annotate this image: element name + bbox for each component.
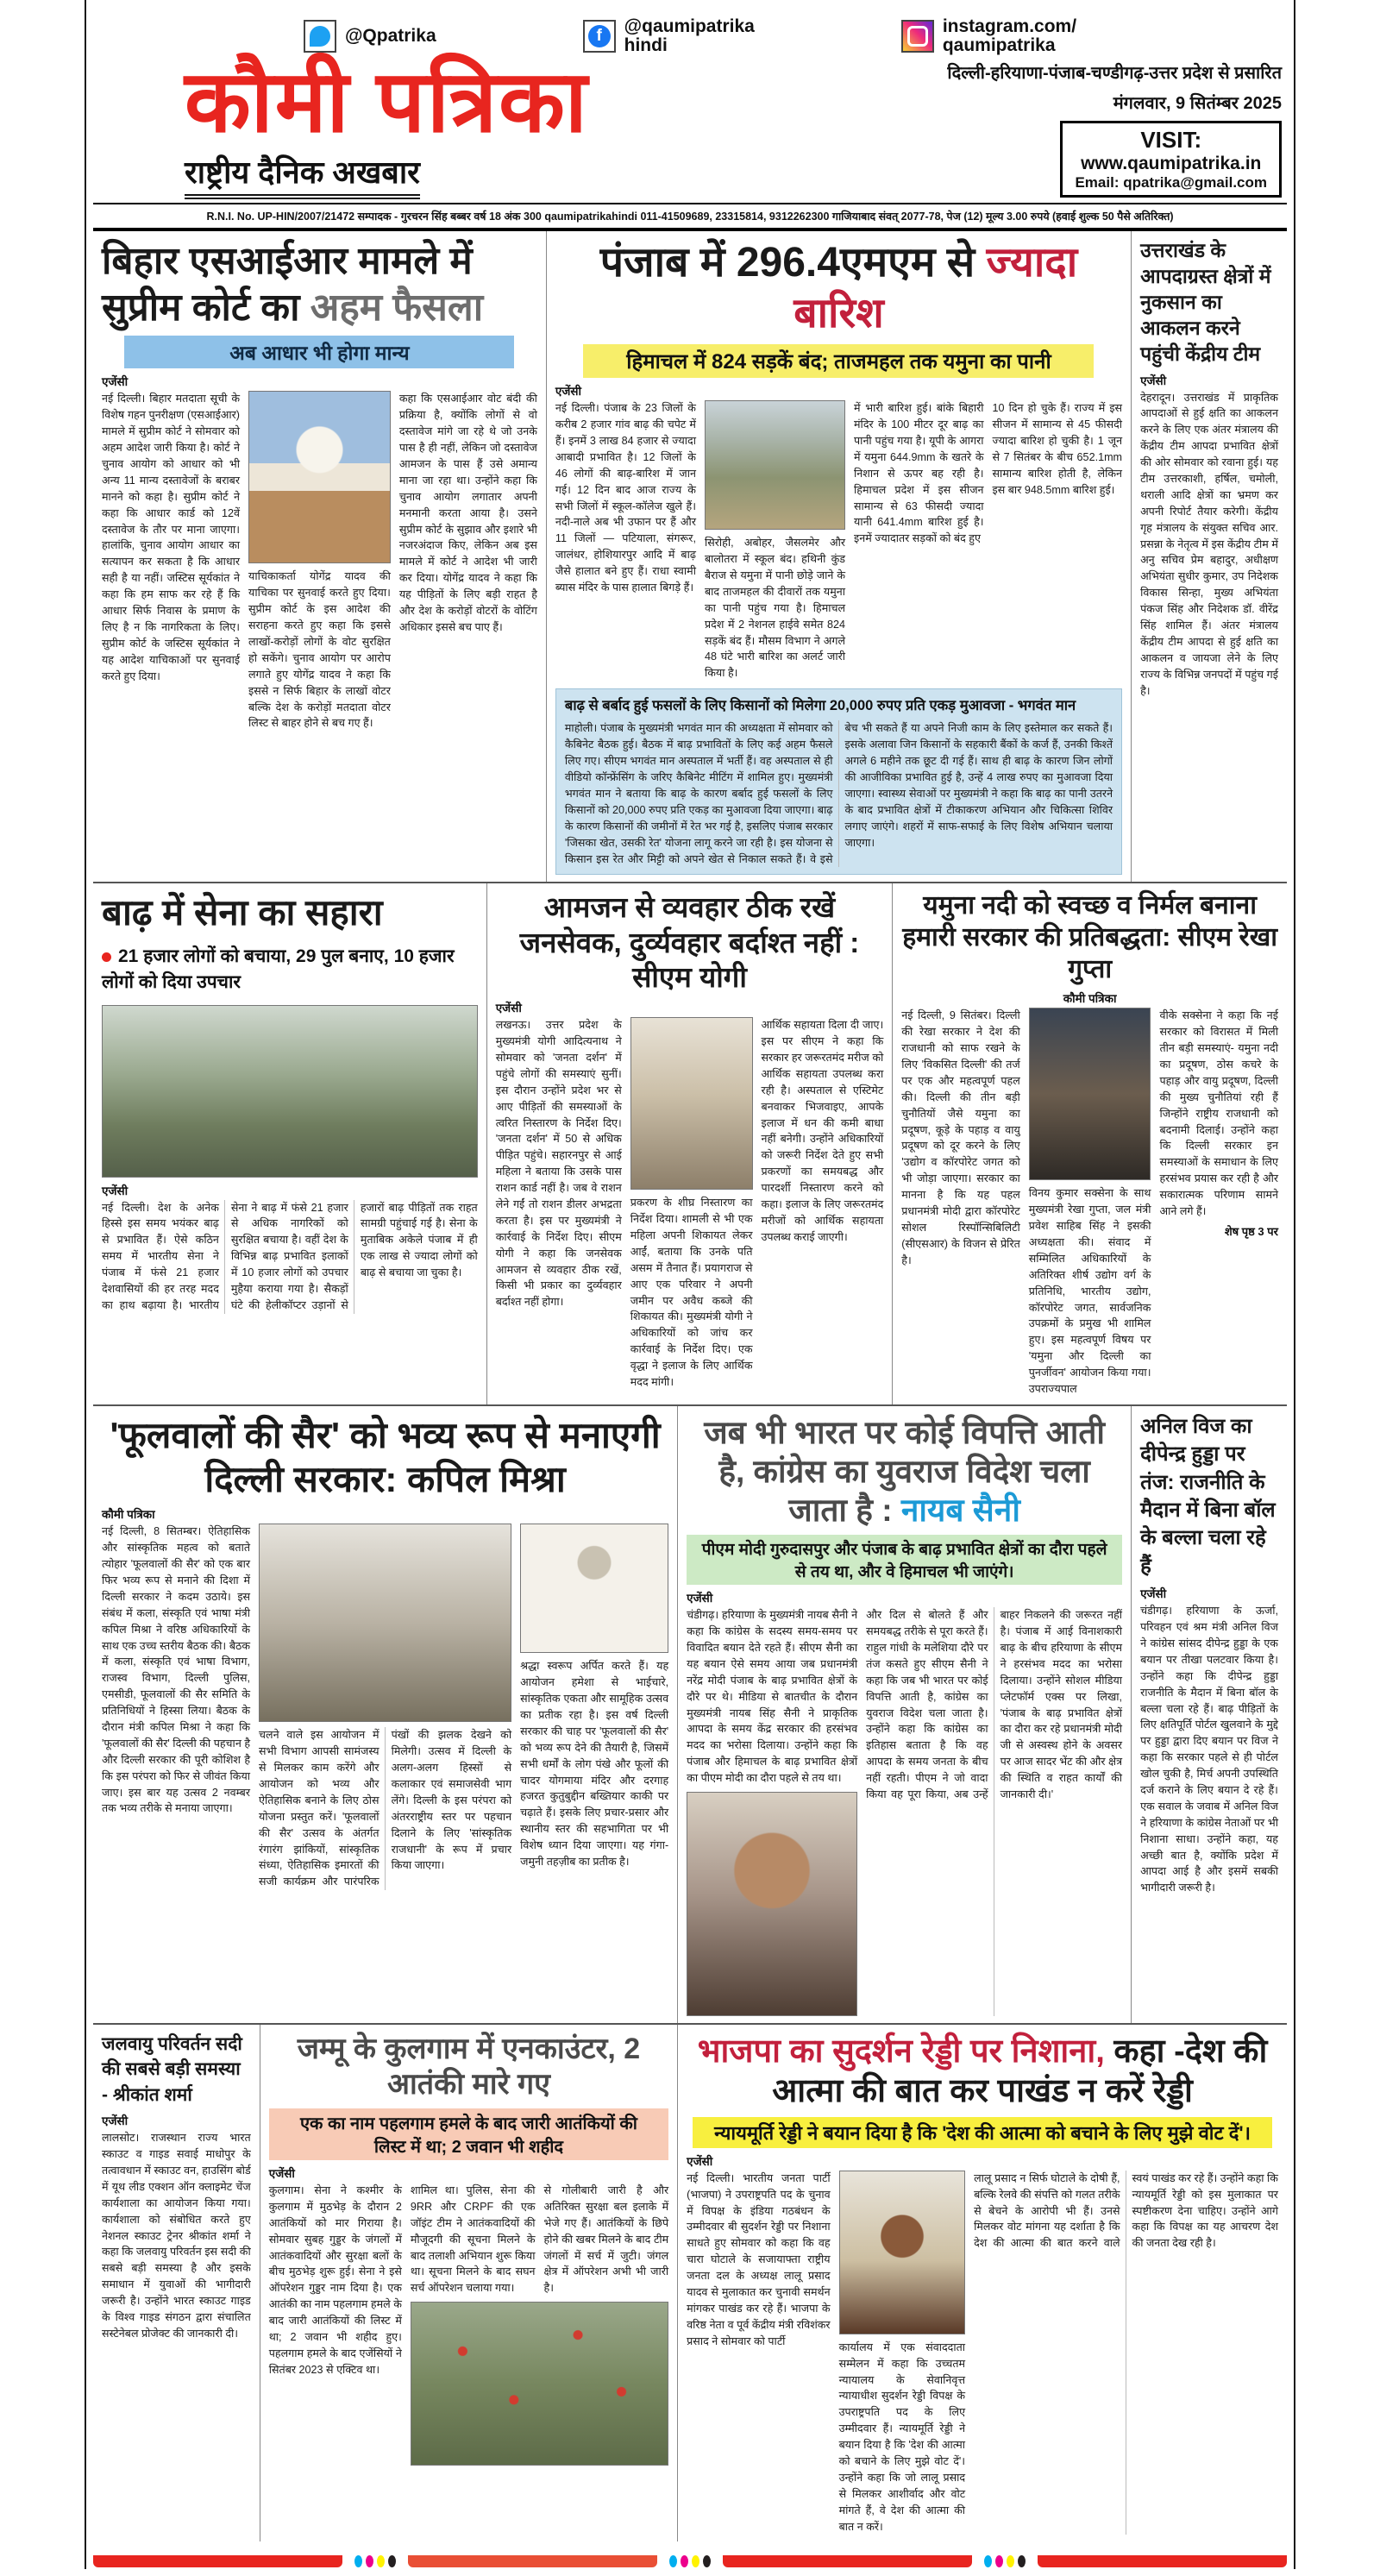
newspaper-subtitle: राष्ट्रीय दैनिक अखबार xyxy=(185,150,420,199)
story-army-flood-relief xyxy=(93,883,487,1404)
band-lower-stories xyxy=(93,1406,1287,2025)
mann-box-headline: बाढ़ से बर्बाद हुई फसलों के लिए किसानों को मिलेगा 20,000 रुपए प्रति एकड़ मुआवजा - भगवंत मान xyxy=(564,698,1076,714)
page-frame xyxy=(85,0,1295,2569)
vij-body: चंडीगढ़। हरियाणा के ऊर्जा, परिवहन एवं श्रम मंत्री अनिल विज ने कांग्रेस सांसद दीपेन्द्र हुड्डा के एक बयान पर तीखा पलटवार किया है। उन्होंने कहा कि दीपेन्द्र हुड्डा राजनीति के मैदान में बिना बॉल के बल्ला चला रहे हैं। बाढ़ पीड़ितों के लिए क्षतिपूर्ति पोर्टल खुलवाने के मुद्दे पर हुड्डा द्वारा दिए बयान पर विज ने कहा कि सरकार पहले से ही पोर्टल खोल चुकी है, मिर्च अपनी उपस्थिति दर्ज कराने के लिए बयान दे रहे हैं। एक सवाल के जवाब में अनिल विज ने हरियाणा के कांग्रेस नेताओं पर भी निशाना साधा। उन्होंने कहा, यह अच्छी बात है, क्योंकि प्रदेश में आपदा आई है और इसमें सबकी भागीदारी जरूरी है। xyxy=(1140,1605,1278,1894)
twitter-handle-text: @Qpatrika xyxy=(344,26,436,47)
masthead-right xyxy=(919,59,1282,198)
punjab-headline: पंजाब में 296.4एमएम से ज्यादा बारिश xyxy=(599,240,1078,336)
story-naib-saini xyxy=(678,1406,1132,2023)
bhagwant-mann-compensation-box xyxy=(555,688,1122,875)
photo-army-rescue-boat xyxy=(102,1005,478,1178)
saini-subhead: पीएम मोदी गुरुदासपुर और पंजाब के बाढ़ प्रभावित क्षेत्रों का दौरा पहले से तय था, और वे हिमाचल भी जाएंगे। xyxy=(687,1535,1122,1585)
instagram-icon xyxy=(901,20,934,53)
kulgam-byline: एजेंसी xyxy=(268,2166,295,2180)
twitter-handle[interactable] xyxy=(304,17,436,55)
band-bottom-stories xyxy=(93,2025,1287,2541)
photo-flood-scene xyxy=(705,400,845,530)
phoolwalon-right-col xyxy=(520,1524,668,1890)
contact-email[interactable]: Email: qpatrika@gmail.com xyxy=(1075,174,1267,192)
story-bjp-sudarshan-reddy xyxy=(678,2025,1287,2541)
story-yamuna-rekha-gupta xyxy=(893,883,1287,1404)
reddy-body-col2: कार्यालय में एक संवाददाता सम्मेलन में कहा कि उच्चतम न्यायालय के सेवानिवृत्त न्यायाधीश सुदर्शन रेड्डी विपक्ष के उपराष्ट्रपति पद के लिए उम्मीदवार हैं। न्यायमूर्ति रेड्डी ने बयान दिया है कि 'देश की आत्मा को बचाने के लिए मुझे वोट दें'। उन्होंने कहा कि जो लालू प्रसाद से मिलकर आशीर्वाद और वोट मांगते हैं, वे देश की आत्मा की बात न करें। xyxy=(838,2340,966,2533)
sir-middle-col xyxy=(248,391,391,732)
saini-byline: एजेंसी xyxy=(687,1592,713,1605)
photo-supreme-court xyxy=(248,391,391,563)
sir-byline: एजेंसी xyxy=(102,375,129,389)
sir-headline: बिहार एसआईआर मामले में सुप्रीम कोर्ट का अहम फैसला xyxy=(102,240,484,329)
reddy-middle-col xyxy=(839,2171,965,2535)
reddy-body-col1: नई दिल्ली। भारतीय जनता पार्टी (भाजपा) ने उपराष्ट्रपति पद के चुनाव में विपक्ष के इंडिया गठबंधन के उम्मीदवार बी सुदर्शन रेड्डी पर निशाना साधते हुए सोमवार को कहा कि वह चारा घोटाले के सजायाफ्ता राष्ट्रीय जनता दल के अध्यक्ष लालू प्रसाद यादव से मुलाकात कर चुनावी समर्थन मांगकर पाखंड कर रहे हैं। भाजपा के वरिष्ठ नेता व पूर्व केंद्रीय मंत्री रविशंकर प्रसाद ने सोमवार को पार्टी xyxy=(687,2171,831,2347)
phoolwalon-middle-col xyxy=(259,1524,511,1890)
uttarakhand-headline: उत्तराखंड के आपदाग्रस्त क्षेत्रों में नुकसान का आकलन करने पहुंची केंद्रीय टीम xyxy=(1140,239,1271,365)
reddy-headline: भाजपा का सुदर्शन रेड्डी पर निशाना, कहा -देश की आत्मा की बात कर पाखंड न करें रेड्डी xyxy=(697,2033,1268,2110)
red-bar xyxy=(408,2555,657,2567)
story-climate-workshop xyxy=(93,2025,260,2541)
punjab-subhead: हिमाचल में 824 सड़कें बंद; ताजमहल तक यमुना का पानी xyxy=(583,344,1094,378)
phoolwalon-body-col2: चलने वाले इस आयोजन में सभी विभाग आपसी सामंजस्य से मिलकर काम करेंगे और आयोजन को भव्य और ऐतिहासिक बनाने के लिए ठोस योजना प्रस्तुत करें। 'फूलवालों की सैर' उत्सव के अंतर्गत रंगारंग झांकियों, सांस्कृतिक संध्या, ऐतिहासिक इमारतों की सजी कार्यक्रम और पारंपरिक पंखों की झलक देखने को मिलेगी। उत्सव में दिल्ली के अलग-अलग हिस्सों से कलाकार एवं समाजसेवी भाग लेंगे। दिल्ली के इस परंपरा को अंतरराष्ट्रीय स्तर पर पहचान दिलाने के लिए 'सांस्कृतिक राजधानी' के रूप में प्रचार किया जाएगा। xyxy=(259,1729,512,1888)
sir-body-col1: नई दिल्ली। बिहार मतदाता सूची के विशेष गहन पुनरीक्षण (एसआईआर) मामले में सुप्रीम कोर्ट ने सोमवार को अहम आदेश जारी किया है। कोर्ट ने चुनाव आयोग को आधार को भी अन्य 11 मान्य दस्तावेजों के बराबर मानने को कहा है। सुप्रीम कोर्ट ने कहा कि आधार कार्ड को 12वें दस्तावेज के तौर पर माना जाएगा। हालांकि, चुनाव आयोग आधार का सत्यापन कर सकता है कि आधार सही है या नहीं। जस्टिस सूर्यकांत ने कहा कि हम साफ कर रहे हैं कि आधार सिर्फ निवास के प्रमाण के लिए है न कि नागरिकता के लिए। सुप्रीम कोर्ट के जस्टिस सूर्यकांत ने यह आदेश याचिकाओं पर सुनवाई करते हुए दिया। xyxy=(102,393,241,682)
yamuna-body-col1: नई दिल्ली, 9 सितंबर। दिल्ली की रेखा सरकार ने देश की राजधानी को साफ रखने के लिए 'विकसित दिल्ली' की तर्ज पर एक और महत्वपूर्ण पहल की। दिल्ली की तीन बड़ी चुनौतियों जैसे यमुना का प्रदूषण, कूड़े के पहाड़ व वायु प्रदूषण को दूर करने के लिए 'उद्योग व कॉरपोरेट जगत को भी जोड़ा जाएगा। सरकार का मानना है कि यह पहल प्रधानमंत्री मोदी द्वारा कॉरपोरेट सोशल रिस्पॉन्सिबिलिटी (सीएसआर) के विजन से प्रेरित है। xyxy=(901,1009,1020,1266)
sir-subhead: अब आधार भी होगा मान्य xyxy=(124,336,514,368)
phoolwalon-byline: कौमी पत्रिका xyxy=(102,1508,155,1522)
sena-bullet-points: 21 हजार लोगों को बचाया, 29 पुल बनाए, 10 हजार लोगों को दिया उपचार xyxy=(102,946,455,993)
phoolwalon-body-col1: नई दिल्ली, 8 सितम्बर। ऐतिहासिक और सांस्कृतिक महत्व को बताते त्योहार 'फूलवालों की सैर' को एक बार फिर भव्य रूप से मनाने की दिशा में दिल्ली सरकार ने कदम उठाये। इस संबंध में कला, संस्कृति एवं भाषा मंत्री कपिल मिश्रा ने वरिष्ठ अधिकारियों के साथ एक उच्च स्तरीय बैठक की। बैठक में कला, संस्कृति एवं भाषा विभाग, राजस्व विभाग, दिल्ली पुलिस, एमसीडी, फूलवालों की सैर समिति के प्रतिनिधियों ने हिस्सा लिया। बैठक के दौरान मंत्री कपिल मिश्रा ने कहा कि 'फूलवालों की सैर' दिल्ली की पहचान है और दिल्ली सरकार की पूरी कोशिश है कि इस परंपरा को फिर से जीवंत किया जाए। इस बार यह उत्सव 2 नवम्बर तक भव्य तरीके से मनाया जाएगा। xyxy=(102,1525,251,1815)
yogi-headline: आमजन से व्यवहार ठीक रखें जनसेवक, दुर्व्यवहार बर्दाश्त नहीं : सीएम योगी xyxy=(519,891,860,993)
kulgam-headline: जम्मू के कुलगाम में एनकाउंटर, 2 आतंकी मारे गए xyxy=(297,2033,641,2102)
red-bar xyxy=(723,2555,972,2567)
red-bar xyxy=(1038,2555,1287,2567)
uttarakhand-byline: एजेंसी xyxy=(1140,374,1167,387)
yogi-middle-col xyxy=(630,1017,753,1391)
sir-body-col2: याचिकाकर्ता योगेंद्र यादव की याचिका पर सुनवाई करते हुए दिया। सुप्रीम कोर्ट के इस आदेश की सराहना करते हुए कहा कि इससे लाखों-करोड़ों लोगों के वोट सुरक्षित हो सकेंगे। चुनाव आयोग पर आरोप लगाते हुए योगेंद्र यादव ने कहा कि इससे न सिर्फ बिहार के लाखों वोटर बल्कि देश के करोड़ों मतदाता वोटर लिस्ट से बाहर होने से बच गए हैं। xyxy=(248,570,391,730)
kulgam-body-col3: से गोलीबारी जारी है और अतिरिक्त सुरक्षा बल इलाके में भेजे गए हैं। आतंकियों के छिपे होने की खबर मिलने के बाद टीम जंगलों में सर्च में जुटी। जंगल क्षेत्र में ऑपरेशन अभी भी जारी है। xyxy=(543,2183,669,2295)
sena-headline: बाढ़ में सेना का सहारा xyxy=(102,892,383,933)
photo-yogi-meeting xyxy=(630,1017,753,1190)
punjab-body-col2: सिरोही, अबोहर, जैसलमेर और बालोतरा में स्कूल बंद। हथिनी कुंड बैराज से यमुना में पानी छोड़े जाने के बाद ताजमहल की दीवारों तक यमुना का पानी पहुंच गया है। हिमाचल प्रदेश में 2 नेशनल हाईवे समेत 824 सड़कें बंद हैं। मौसम विभाग ने अगले 48 घंटे भारी बारिश का अलर्ट जारी किया है। xyxy=(704,537,846,680)
mann-box-body: माहोली। पंजाब के मुख्यमंत्री भगवंत मान की अध्यक्षता में सोमवार को कैबिनेट बैठक हुई। बैठक में बाढ़ प्रभावितों के लिए कई अहम फैसले लिए गए। सीएम भगवंत मान अस्पताल में भर्ती हैं। वह अस्पताल से ही वीडियो कॉन्फ्रेंसिंग के जरिए कैबिनेट मीटिंग में शामिल हुए। मुख्यमंत्री भगवंत मान ने बताया कि बाढ़ के कारण बर्बाद हुई फसलों के लिए किसानों को 20,000 रुपए प्रति एकड़ का मुआवजा दिया जाएगा। बाढ़ के कारण किसानों की जमीनों में रेत भर गई है, इसलिए पंजाब सरकार 'जिसका खेत, उसकी रेत' योजना लागू करने जा रही है। इस योजना से किसान इस रेत और मिट्टी को अपने खेत से निकाल सकते हैं। वे इसे बेच भी सकते हैं या अपने निजी काम के लिए इस्तेमाल कर सकते हैं। इसके अलावा जिन किसानों के सहकारी बैंकों के कर्ज हैं, उनकी किश्तें अगले 6 महीने तक छूट दी गई हैं। साथ ही बाढ़ के कारण जिन लोगों की आजीविका प्रभावित हुई है, उन्हें 4 लाख रुपए का मुआवजा दिया जाएगा। स्वास्थ्य सेवाओं पर मुख्यमंत्री ने कहा कि बाढ़ का पानी उतरने के बाद प्रभावित क्षेत्रों में टीकाकरण अभियान और चिकित्सा शिविर लगाए जाएंगे। शहरों में साफ-सफाई के लिए विशेष अभियान चलाया जाएगा। xyxy=(564,722,1113,865)
photo-press-conference xyxy=(839,2171,965,2334)
date-line: मंगलवार, 9 सितंम्बर 2025 xyxy=(1113,94,1282,114)
ashoka-emblem-sketch xyxy=(520,1524,668,1653)
yogi-body-col1: लखनऊ। उत्तर प्रदेश के मुख्यमंत्री योगी आदित्यनाथ ने सोमवार को 'जनता दर्शन' में पहुंचे लोगों की समस्याएं सुनीं। इस दौरान उन्होंने प्रदेश भर से आए पीड़ितों की समस्याओं के त्वरित निस्तारण के निर्देश दिए। 'जनता दर्शन' में 50 से अधिक पीड़ित पहुंचे। सहारनपुर से आई महिला ने बताया कि उसके पास राशन कार्ड नहीं है। जब वे राशन लेने गईं तो राशन डीलर अभद्रता करता है। इस पर मुख्यमंत्री ने कार्रवाई के निर्देश दिए। सीएम योगी ने कहा कि जनसेवक आमजन से व्यवहार ठीक रखें, किसी भी प्रकार का दुर्व्यवहार बर्दाश्त नहीं होगा। xyxy=(495,1019,622,1309)
instagram-handle-text: instagram.com/ qaumipatrika xyxy=(942,16,1077,56)
photo-apple-orchard xyxy=(411,2302,668,2466)
photo-kapil-mishra-meeting xyxy=(259,1524,511,1722)
yogi-byline: एजेंसी xyxy=(495,1002,522,1015)
cmyk-dots-icon xyxy=(669,2555,711,2567)
uttarakhand-body: देहरादून। उत्तराखंड में प्राकृतिक आपदाओं से हुई क्षति का आकलन करने के लिए एक अंतर मंत्रालय की केंद्रीय टीम आपदा प्रभावित क्षेत्रों की ओर सोमवार को रवाना हुई। यह टीम उत्तरकाशी, हर्षिल, चमोली, थराली आदि क्षेत्रों का भ्रमण कर अपनी रिपोर्ट तैयार करेगी। केंद्रीय गृह मंत्रालय के संयुक्त सचिव आर. प्रसन्ना के नेतृत्व में इस केंद्रीय टीम में अनु सचिव प्रेम बहादुर, अधीक्षण अभियंता सुधीर कुमार, उप निदेशक विकास सिन्हा, मुख्य अभियंता पंकज सिंह और निदेशक डॉ. वीरेंद्र सिंह शामिल हैं। अंतर मंत्रालय केंद्रीय टीम आपदा से हुई क्षति का आकलन व जायजा लेने के लिए राज्य के विभिन्न जनपदों में पहुंच गई है। xyxy=(1140,391,1278,697)
red-bar xyxy=(93,2555,342,2567)
yamuna-middle-col xyxy=(1029,1008,1151,1398)
vij-byline: एजेंसी xyxy=(1140,1587,1167,1601)
yogi-body-col3: आर्थिक सहायता दिला दी जाए। इस पर सीएम ने कहा कि सरकार हर जरूरतमंद मरीज को आर्थिक सहायता उपलब्ध करा रही है। अस्पताल से एस्टिमेट बनवाकर भिजवाइए, आपके इलाज में धन की कमी बाधा नहीं बनेगी। उन्होंने अधिकारियों को जरूरी निर्देश देते हुए सभी प्रकरणों का समयबद्ध और पारदर्शी निस्तारण करने को कहा। इलाज के लिए जरूरतमंद मरीजों को आर्थिक सहायता उपलब्ध कराई जाएगी। xyxy=(761,1019,884,1243)
continued-on-page-3: शेष पृष्ठ 3 पर xyxy=(1224,1224,1278,1238)
print-registration-strip xyxy=(93,2554,1287,2569)
punjab-middle-col xyxy=(705,400,845,682)
punjab-body-col4: 10 दिन हो चुके हैं। राज्य में इस सीजन में सामान्य से 45 फीसदी ज्यादा बारिश हो चुकी है। 1 जून से 7 सितंबर के बीच 652.1mm सामान्य बारिश होती है, लेकिन इस बार 948.5mm बारिश हुई। xyxy=(992,402,1123,496)
kulgam-body-col1: कुलगाम। सेना ने कश्मीर के कुलगाम में मुठभेड़ के दौरान 2 आतंकियों को मार गिराया है। सोमवार सुबह गुड्डर के जंगलों में आतंकवादियों और सुरक्षा बलों के बीच मुठभेड़ शुरू हुई। सेना ने इसे ऑपरेशन गुड्डर नाम दिया है। एक आतंकी का नाम पहलगाम हमले के बाद जारी आतंकियों की लिस्ट में था; 2 जवान भी शहीद हुए। पहलगाम हमले के बाद एजेंसियों ने सितंबर 2023 से एक्टिव था। xyxy=(268,2183,402,2376)
facebook-handle[interactable] xyxy=(583,17,755,55)
kulgam-body-col2: शामिल था। पुलिस, सेना की 9RR और CRPF की एक जॉइंट टीम ने आतंकवादियों की मौजूदगी की सूचना मिलने के बाद तलाशी अभियान शुरू किया था। सूचना मिलने के बाद सघन सर्च ऑपरेशन चलाया गया। xyxy=(410,2183,536,2295)
story-yogi-janta-darshan xyxy=(487,883,894,1404)
phoolwalon-body-col3: श्रद्धा स्वरूप अर्पित करते हैं। यह आयोजन हमेशा से भाईचारे, सांस्कृतिक एकता और सामूहिक उत्सव का प्रतीक रहा है। इस वर्ष दिल्ली सरकार की चाह पर 'फूलवालों की सैर' को भव्य रूप देने की तैयारी है, जिसमें सभी धर्मों के लोग पंखे और फूलों की चादर योगमाया मंदिर और दरगाह हजरत कुतुबुद्दीन बख्तियार काकी पर चढ़ाते हैं। इसके लिए प्रचार-प्रसार और स्थानीय स्तर की सहभागिता पर भी विशेष ध्यान दिया जाएगा। यह गंगा-जमुनी तहज़ीब का प्रतीक है। xyxy=(520,1660,669,1868)
yogi-body-col2: प्रकरण के शीघ्र निस्तारण का निर्देश दिया। शामली से भी एक महिला अपनी शिकायत लेकर आईं, बताया कि उनके पति असम में तैनात हैं। प्रयागराज से आए एक परिवार ने अपनी जमीन पर अवैध कब्जे की शिकायत की। मुख्यमंत्री योगी ने अधिकारियों को जांच कर कार्रवाई के निर्देश दिए। एक वृद्धा ने इलाज के लिए आर्थिक मदद मांगी। xyxy=(630,1197,753,1389)
newspaper-title: कौमी पत्रिका xyxy=(185,53,589,151)
yamuna-headline: यमुना नदी को स्वच्छ व निर्मल बनाना हमारी सरकार की प्रतिबद्धता: सीएम रेखा गुप्ता xyxy=(902,891,1278,983)
climate-byline: एजेंसी xyxy=(102,2114,129,2128)
story-anil-vij xyxy=(1132,1406,1287,2023)
website-url[interactable]: www.qaumipatrika.in xyxy=(1081,154,1262,174)
instagram-handle[interactable] xyxy=(901,17,1076,55)
sena-byline: एजेंसी xyxy=(102,1184,129,1197)
vij-headline: अनिल विज का दीपेन्द्र हुड्डा पर तंज: राजनीति के मैदान में बिना बॉल के बल्ला चला रहे हैं xyxy=(1140,1414,1276,1578)
yamuna-body-col3: वीके सक्सेना ने कहा कि नई सरकार को विरासत में मिली तीन बड़ी समस्याएं- यमुना नदी का प्रदूषण, ठोस कचरे के पहाड़ और वायु प्रदूषण, दिल्ली की मुख्य चुनौतियां रही हैं जिन्होंने राष्ट्रीय राजधानी को बदनामी दिलाई। उन्होंने कहा कि दिल्ली सरकार इन समस्याओं के समाधान के लिए हरसंभव प्रयास कर रही है और सकारात्मक परिणाम सामने आने लगे हैं। xyxy=(1159,1009,1278,1217)
red-bullet-icon xyxy=(102,952,111,962)
climate-headline: जलवायु परिवर्तन सदी की सबसे बड़ी समस्या - श्रीकांत शर्मा xyxy=(102,2034,242,2105)
masthead-left xyxy=(98,53,589,199)
band-middle-stories xyxy=(93,883,1287,1405)
yamuna-body-col2: विनय कुमार सक्सेना के साथ मुख्यमंत्री रेखा गुप्ता, जल मंत्री प्रवेश साहिब सिंह ने इसकी अध्यक्षता की। संवाद में सम्मिलित अधिकारियों के अतिरिक्त शीर्ष उद्योग वर्ग के प्रतिनिधि, भारतीय उद्योग, कॉरपोरेट जगत, सार्वजनिक उपक्रमों के प्रमुख भी शामिल हुए। इस महत्वपूर्ण विषय पर 'यमुना और दिल्ली का पुनर्जीवन' आयोजन किया गया। उपराज्यपाल xyxy=(1028,1187,1151,1395)
kulgam-right-col xyxy=(411,2183,668,2466)
saini-body-col2: और दिल से बोलते हैं और समयबद्ध तरीके से पूरा करते हैं। राहुल गांधी के मलेशिया दौरे पर तंज कसते हुए सीएम सैनी ने कहा कि जब भी भारत पर कोई विपत्ति आती है, कांग्रेस का युवराज विदेश चला जाता है। उन्होंने कहा कि कांग्रेस का इतिहास बताता है कि वह आपदा के समय जनता के बीच नहीं रहती। पीएम ने जो वादा किया वह पूरा किया, अब उन्हें बाहर निकलने की जरूरत नहीं है। पंजाब में आई विनाशकारी बाढ़ के बीच हरियाणा के सीएम ने हरसंभव मदद का भरोसा दिलाया। उन्होंने सोशल मीडिया प्लेटफॉर्म एक्स पर लिखा, 'पंजाब के बाढ़ प्रभावित क्षेत्रों का दौरा कर रहे प्रधानमंत्री मोदी जी से अस्वस्थ होने के अवसर पर आज सादर भेंट की और क्षेत्र की स्थिति व राहत कार्यों की जानकारी दी।' xyxy=(866,1609,1123,1801)
yamuna-byline: कौमी पत्रिका xyxy=(1063,992,1117,1006)
cmyk-dots-icon xyxy=(354,2555,396,2567)
climate-body: लालसोट। राजस्थान राज्य भारत स्काउट व गाइड सवाई माधोपुर के तत्वावधान में स्काउट वन, हाउसिंग बोर्ड में यूथ लीड एक्शन ऑन क्लाइमेट चेंज कार्यशाला का आयोजन किया गया। कार्यशाला को संबोधित करते हुए नेशनल स्काउट ट्रेनर श्रीकांत शर्मा ने कहा कि जलवायु परिवर्तन इस सदी की सबसे बड़ी समस्या है और इसके समाधान में युवाओं की भागीदारी जरूरी है। उन्होंने भारत स्काउट गाइड के विश्व गाइड संगठन द्वारा संचालित सस्टेनेबल प्रोजेक्ट की जानकारी दी। xyxy=(102,2132,251,2340)
story-punjab-rain xyxy=(547,231,1132,882)
masthead xyxy=(93,53,1287,199)
sena-body: नई दिल्ली। देश के अनेक हिस्से इस समय भयंकर बाढ़ से प्रभावित हैं। ऐसे कठिन समय में भारतीय सेना ने पंजाब में फंसे 21 हजार देशवासियों की हर तरह मदद का हाथ बढ़ाया है। भारतीय सेना ने बाढ़ में फंसे 21 हजार से अधिक नागरिकों को सुरक्षित बचाया है। वहीं देश के विभिन्न बाढ़ प्रभावित इलाकों में 10 हजार लोगों को उपचार मुहैया कराया गया है। सैकड़ों घंटे की हेलीकॉप्टर उड़ानों से हजारों बाढ़ पीड़ितों तक राहत सामग्री पहुंचाई गई है। सेना के मुताबिक अकेले पंजाब में ही एक लाख से ज्यादा लोगों को बाढ़ से बचाया जा चुका है। xyxy=(102,1201,478,1311)
story-bihar-sir xyxy=(93,231,547,882)
phoolwalon-headline: 'फूलवालों की सैर' को भव्य रूप से मनाएगी दिल्ली सरकार: कपिल मिश्रा xyxy=(110,1414,661,1500)
saini-left-col xyxy=(687,1607,857,2016)
rni-publication-line: R.N.I. No. UP-HIN/2007/21472 सम्पादक - गुरचरन सिंह बब्बर वर्ष 18 अंक 300 qaumipatrikahindi 011-41509689, 23315814, 9312262300 गाजियाबाद संवत् 2077-78, पेज (12) मूल्य 3.00 रुपये (हवाई शुल्क 50 पैसे अतिरिक्त) xyxy=(93,203,1287,231)
saini-body-col1: चंडीगढ़। हरियाणा के मुख्यमंत्री नायब सैनी ने कहा कि कांग्रेस के सदस्य समय-समय पर विवादित बयान देते रहते हैं। सीएम सैनी का यह बयान ऐसे समय आया जब प्रधानमंत्री नरेंद्र मोदी पंजाब के बाढ़ प्रभावित क्षेत्रों के दौरे पर थे। मीडिया से बातचीत के दौरान मुख्यमंत्री नायब सिंह सैनी ने प्राकृतिक आपदा के समय केंद्र सरकार की हरसंभव मदद का भरोसा दिलाया। उन्होंने कहा कि पंजाब और हिमाचल के बाढ़ प्रभावित क्षेत्रों का पीएम मोदी का दौरा पहले से तय था। xyxy=(687,1609,858,1785)
facebook-icon: f xyxy=(583,20,616,53)
visit-label: VISIT: xyxy=(1140,127,1202,154)
story-kulgam-encounter xyxy=(260,2025,678,2541)
punjab-body-col3: में भारी बारिश हुई। बांके बिहारी मंदिर के 100 मीटर दूर बाढ़ का पानी पहुंच गया है। यूपी के आगरा में यमुना 644.9mm के खतरे के निशान से ऊपर बह रही है। हिमाचल प्रदेश में इस सीजन सामान्य से 63 फीसदी ज्यादा यानी 641.4mm बारिश हुई है। इनमें ज्यादातर सड़कों को बंद हुए xyxy=(854,402,984,545)
punjab-right-col xyxy=(993,400,1123,682)
twitter-icon xyxy=(304,20,336,53)
social-bar xyxy=(93,5,1287,59)
band-top-stories xyxy=(93,231,1287,883)
reddy-body-col3: लालू प्रसाद न सिर्फ घोटाले के दोषी हैं, बल्कि रेलवे की संपत्ति को गलत तरीके से बेचने के आरोपी भी हैं। उनसे मिलकर वोट मांगना यह दर्शाता है कि देश की आत्मा की बात करने वाले स्वयं पाखंड कर रहे हैं। उन्होंने कहा कि न्यायमूर्ति रेड्डी को इस मुलाकात पर स्पष्टीकरण देना चाहिए। उन्होंने आगे कहा कि विपक्ष का यह आचरण देश की जनता देख रही है। xyxy=(974,2171,1278,2250)
cmyk-dots-icon xyxy=(984,2555,1026,2567)
story-uttarakhand-team xyxy=(1132,231,1287,882)
yamuna-right-col xyxy=(1159,1008,1278,1398)
sir-body-col3: कहा कि एसआईआर वोट बंदी की प्रक्रिया है, क्योंकि लोगों से वो दस्तावेज मांगे जा रहे थे जो उनके पास है ही नहीं, लेकिन जो दस्तावेज आमजन के पास हैं उसे अमान्य माना जा रहा था। उन्होंने कहा कि चुनाव आयोग लगातार अपनी मनमानी करता आया है। उसने सुप्रीम कोर्ट के सुझाव और इशारे भी नजरअंदाज किए, लेकिन अब इस मामले में कोर्ट ने आदेश भी जारी कर दिया। योगेंद्र यादव ने कहा कि यह पीड़ितों के लिए बड़ी राहत है और देश के करोड़ों वोटरों के वोटिंग अधिकार इससे बच पाए हैं। xyxy=(398,393,537,633)
kulgam-subhead: एक का नाम पहलगाम हमले के बाद जारी आतंकियों की लिस्ट में था; 2 जवान भी शहीद xyxy=(269,2108,668,2160)
visit-box xyxy=(1060,121,1282,198)
saini-headline: जब भी भारत पर कोई विपत्ति आती है, कांग्रेस का युवराज विदेश चला जाता है : नायब सैनी xyxy=(704,1414,1105,1529)
reddy-byline: एजेंसी xyxy=(687,2154,713,2168)
punjab-byline: एजेंसी xyxy=(555,385,582,399)
photo-naib-saini-portrait xyxy=(687,1792,857,2016)
region-line: दिल्ली-हरियाणा-पंजाब-चण्डीगढ़-उत्तर प्रदेश से प्रसारित xyxy=(947,64,1282,84)
story-phoolwalon-ki-sair xyxy=(93,1406,678,2023)
reddy-subhead: न्यायमूर्ति रेड्डी ने बयान दिया है कि 'देश की आत्मा को बचाने के लिए मुझे वोट दें'। xyxy=(693,2117,1272,2148)
photo-rekha-gupta-event xyxy=(1029,1008,1151,1180)
punjab-body-col1: नई दिल्ली। पंजाब के 23 जिलों के करीब 2 हजार गांव बाढ़ की चपेट में हैं। इनमें 3 लाख 84 हजार से ज्यादा आबादी प्रभावित है। 12 जिलों के 46 लोगों की बाढ़-बारिश में जान गई। 12 दिन बाद आज राज्य के सभी जिलों में स्कूल-कॉलेज खुले हैं। नदी-नाले अब भी उफान पर हैं और 11 जिलों — पटियाला, संगरूर, जालंधर, होशियारपुर आदि में बाढ़ जैसे हालात बने हुए हैं। राधा स्वामी ब्यास मंदिर के पास हालात बिगड़े हैं। xyxy=(555,402,696,594)
facebook-handle-text: @qaumipatrika hindi xyxy=(624,16,755,56)
